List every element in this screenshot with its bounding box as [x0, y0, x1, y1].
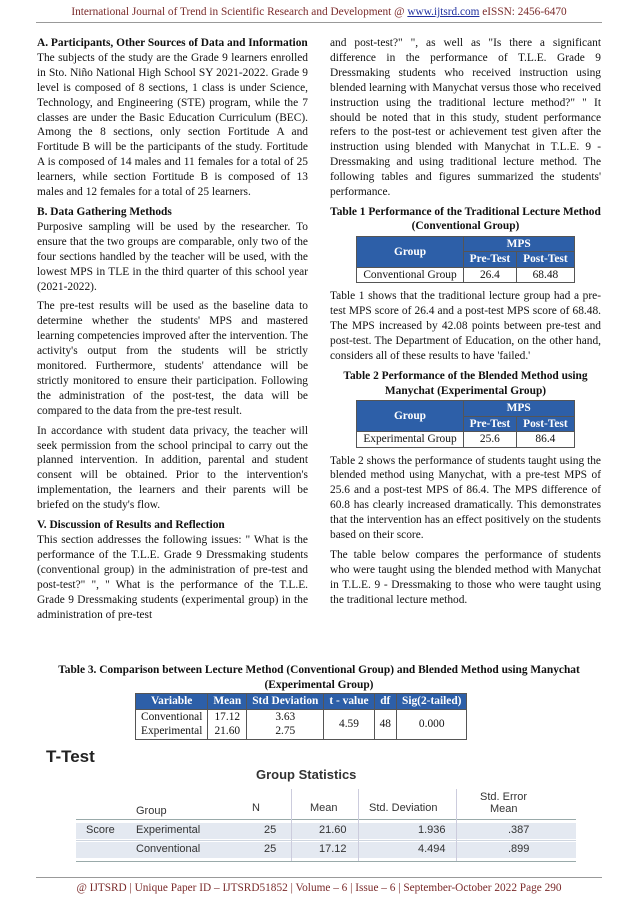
spss-divider — [456, 789, 457, 861]
paragraph-table2: Table 2 shows the performance of students taught using the blended method using Manychat, with a pre-test MPS of 25.6 and a post-test MPS of 86.4. The MPS difference of 60.8 has clearly increased dramatically. This demonstrates that the intervention has an effect positively on the students based on their score. — [330, 454, 601, 542]
table3-df: 48 — [374, 709, 396, 739]
table1-posttest: 68.48 — [517, 267, 575, 283]
table3-caption: Table 3. Comparison between Lecture Method (Conventional Group) and Blended Method using Manychat (Experimental Group) — [58, 664, 580, 691]
paragraph-privacy: In accordance with student data privacy, the teacher will seek permission from the school principal to carry out the planned intervention. In addition, parental and student consent will be obtained. Prior to the intervention's implementation, the learners and their parents will be briefed on the study's flow. — [37, 424, 308, 512]
heading-participants: A. Participants, Other Sources of Data and Information — [37, 37, 308, 49]
paragraph-comparison: The table below compares the performance of students who were taught using the blended method with Manychat in T.L.E. 9 - Dressmaking to those who were taught using the traditional lecture method. — [330, 548, 601, 606]
table3-sd-conventional: 3.63 — [247, 709, 324, 724]
spss-sd-experimental: 1.936 — [418, 824, 446, 836]
table1-group: Conventional Group — [357, 267, 463, 283]
spss-subtitle: Group Statistics — [256, 767, 357, 782]
spss-n-conventional: 25 — [264, 843, 277, 855]
table2-posttest: 86.4 — [517, 432, 575, 448]
paragraph-questions: and post-test?" ", as well as "Is there a significant difference in the performance of T.L.E. Grade 9 Dressmaking students who received instruction using blended learning with Manychat versus those who received instruction using the traditional lecture method?" " It should be noted that in this study, student performance refers to the post-test or achievement test given after the instruction using blended with Manychat in T.L.E. 9 - Dressmaking and using traditional lecture method. The following tables and figures summarized the students' performance. — [330, 37, 601, 199]
spss-header-n: N — [252, 802, 260, 814]
table3-header-sd: Std Deviation — [247, 694, 324, 710]
table2-pretest: 25.6 — [463, 432, 517, 448]
header-rule — [36, 22, 602, 23]
table2-caption: Table 2 Performance of the Blended Method using Manychat (Experimental Group) — [343, 370, 588, 397]
paragraph-discussion: This section addresses the following issues: " What is the performance of the T.L.E. Grade 9 Dressmaking students (conventional group) in the administration of pre-test and post-test?" ", " What is the performance of the T.L.E. Grade 9 Dressmaking students (experimental group) in the administration of pre-test — [37, 534, 308, 621]
spss-output — [36, 745, 602, 877]
paragraph-sampling: Purposive sampling will be used by the researcher. To ensure that the two groups are comparable, only two of the four sections handled by the teacher will be used, with the lowest MPS in TLE in the third quarter of this school year (2021-2022). — [37, 220, 308, 293]
spss-title: T-Test — [46, 747, 95, 766]
journal-link[interactable]: www.ijtsrd.com — [407, 6, 480, 18]
spss-header-group: Group — [136, 805, 167, 817]
spss-divider — [291, 789, 292, 861]
spss-n-experimental: 25 — [264, 824, 277, 836]
spss-header-rule — [76, 819, 576, 820]
table3 — [135, 693, 467, 740]
heading-discussion: V. Discussion of Results and Reflection — [37, 519, 225, 532]
table2 — [356, 400, 574, 448]
spss-row-rule — [76, 840, 576, 841]
spss-mean-experimental: 21.60 — [319, 824, 347, 836]
spss-divider — [358, 789, 359, 861]
journal-header — [0, 6, 638, 18]
table1-posttest-header: Post-Test — [517, 252, 575, 268]
table1-pretest: 26.4 — [463, 267, 517, 283]
table1-pretest-header: Pre-Test — [463, 252, 517, 268]
spss-bottom-rule — [76, 861, 576, 862]
footer-rule — [36, 877, 602, 878]
table3-sig: 0.000 — [396, 709, 466, 739]
table3-mean-experimental: 21.60 — [208, 724, 247, 739]
spss-header-sd: Std. Deviation — [369, 802, 438, 814]
spss-sem-experimental: .387 — [508, 824, 530, 836]
table2-group-header: Group — [357, 401, 463, 432]
table3-row-conventional: Conventional — [136, 709, 208, 724]
right-column — [330, 36, 601, 613]
spss-sem-conventional: .899 — [508, 843, 530, 855]
table2-posttest-header: Post-Test — [517, 416, 575, 432]
spss-mean-conventional: 17.12 — [319, 843, 347, 855]
table3-header-df: df — [374, 694, 396, 710]
table3-header-variable: Variable — [136, 694, 208, 710]
table3-header-sig: Sig(2-tailed) — [396, 694, 466, 710]
paragraph-pretest: The pre-test results will be used as the baseline data to determine whether the students' MPS and mastered learning competencies improved after the intervention. The activity's output from the students will be strictly monitored. Furthermore, students' attendance will be strictly monitored to ensure their participation. Following the administration of the post-test, the data will be compared to the data from the pre-test result. — [37, 300, 308, 417]
left-column — [37, 36, 308, 627]
table2-mps-header: MPS — [463, 401, 574, 417]
paragraph-table1: Table 1 shows that the traditional lecture group had a pre-test MPS score of 26.4 and a post-test MPS score of 68.48. The MPS increased by 42.08 points between pre-test and post-test. The Department of Education, on the other hand, considers all of these results to have 'failed.' — [330, 290, 601, 363]
table3-row-experimental: Experimental — [136, 724, 208, 739]
table1-mps-header: MPS — [463, 236, 574, 252]
spss-sd-conventional: 4.494 — [418, 843, 446, 855]
table2-pretest-header: Pre-Test — [463, 416, 517, 432]
journal-name: International Journal of Trend in Scientific Research and Development @ — [71, 6, 405, 18]
spss-header-sem-line1: Std. Error — [480, 791, 528, 803]
journal-footer: @ IJTSRD | Unique Paper ID – IJTSRD51852 | Volume – 6 | Issue – 6 | September-October 2022 Page 290 — [76, 882, 562, 894]
table3-mean-conventional: 17.12 — [208, 709, 247, 724]
table3-t-value: 4.59 — [324, 709, 374, 739]
spss-group-conventional: Conventional — [136, 843, 201, 855]
paragraph-participants: The subjects of the study are the Grade 9 learners enrolled in Sto. Niño National High School SY 2021-2022. Grade 9 level is composed of 8 sections, 1 class is under Science, Technology, and Engineering (STE) program, while the 7 classes are under the Basic Education Curriculum (BEC). Among the 8 sections, only section Fortitude A and Fortitude B will be the participants of the study. Fortitude A is composed of 14 males and 11 females for a total of 25 learners, while section Fortitude B is composed of 13 males and 12 females for a total of 25 learners. — [37, 51, 308, 199]
table1-group-header: Group — [357, 236, 463, 267]
spss-group-experimental: Experimental — [136, 824, 201, 836]
heading-data-gathering: B. Data Gathering Methods — [37, 205, 172, 218]
spss-header-sem-line2: Mean — [490, 803, 518, 815]
spss-header-mean: Mean — [310, 802, 338, 814]
issn: eISSN: 2456-6470 — [482, 6, 567, 18]
table1-caption: Table 1 Performance of the Traditional Lecture Method (Conventional Group) — [330, 205, 601, 233]
spss-row-label: Score — [86, 824, 115, 836]
table3-sd-experimental: 2.75 — [247, 724, 324, 739]
table2-group: Experimental Group — [357, 432, 463, 448]
table1 — [356, 236, 574, 284]
table3-header-t: t - value — [324, 694, 374, 710]
table3-header-mean: Mean — [208, 694, 247, 710]
